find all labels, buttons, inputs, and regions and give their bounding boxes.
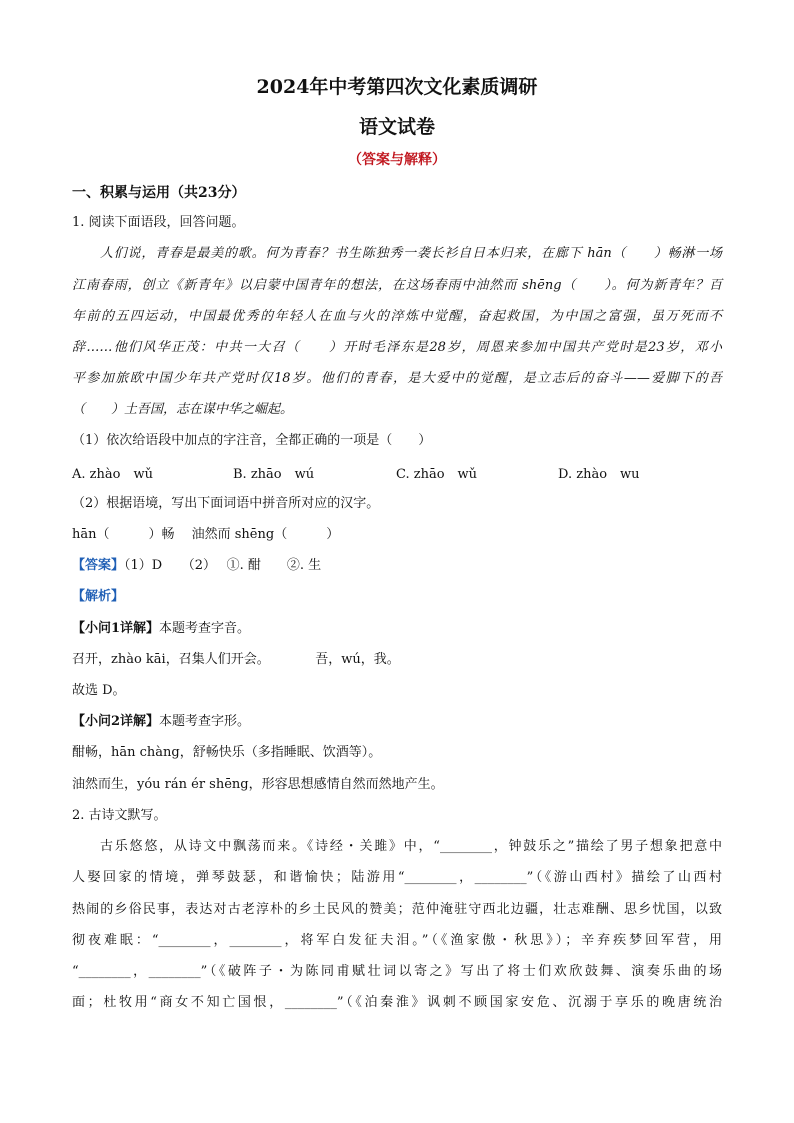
question-2-stem: 2. 古诗文默写。 [72,808,167,823]
passage-line-2: 江南春雨，创立《新青年》以启蒙中国青年的想法，在这场春雨中油然而 shēng（ ）。何为新青年？百 [72,278,722,293]
answer-label: 【答案】 [72,558,125,573]
sub-question-1: （1）依次给语段中加点的字注音，全都正确的一项是（ ） [72,433,432,448]
analysis-label: 【解析】 [72,589,125,604]
answer-line [72,557,321,575]
poem-line-3: 热闹的乡俗民事，表达对古老淳朴的乡土民风的赞美；范仲淹驻守西北边疆，壮志难酬、思乡忧国，以致 [72,902,722,917]
detail-2-text: 本题考查字形。 [159,714,251,729]
answer-text: （1）D （2） ①. 酣 ②. 生 [124,558,322,573]
question-1-stem: 1. 阅读下面语段，回答问题。 [72,215,245,230]
passage-line-1: 人们说，青春是最美的歌。何为青春？书生陈独秀一袭长衫自日本归来，在廊下 hān（ ）畅淋一场 [100,246,722,261]
poem-line-1: 古乐悠悠，从诗文中飘荡而来。《诗经・关雎》中，“________，钟鼓乐之”描绘了男子想象把意中 [100,839,722,854]
passage-line-6: （ ）土吾国，志在谋中华之崛起。 [72,402,294,417]
section-heading: 一、积累与运用（共23分） [72,185,246,201]
detail-2-heading [72,713,250,731]
option-a: A. zhào wǔ [72,467,153,482]
detail-2-line-1: 酣畅，hān chàng，舒畅快乐（多指睡眠、饮酒等）。 [72,745,382,760]
detail-2-label: 【小问2详解】 [72,714,160,729]
detail-1-label: 【小问1详解】 [72,621,160,636]
poem-line-4: 彻夜难眠：“________，________，将军白发征夫泪。”（《渔家傲・秋思》）；辛弃疾梦回军营，用 [72,933,722,948]
detail-1-heading [72,620,250,638]
option-b: B. zhāo wú [233,467,315,482]
detail-1-text: 本题考查字音。 [159,621,251,636]
detail-1-line-2: 故选 D。 [72,683,126,698]
answer-note: （答案与解释） [348,152,446,168]
sub-question-2: （2）根据语境，写出下面词语中拼音所对应的汉字。 [72,496,380,511]
exam-title: 2024年中考第四次文化素质调研 [256,76,538,98]
passage-line-4: 辞……他们风华正茂：中共一大召（ ）开时毛泽东是28岁，周恩来参加中国共产党时是23岁，邓小 [72,340,722,355]
passage-line-3: 年前的五四运动，中国最优秀的年轻人在血与火的淬炼中觉醒，奋起救国，为中国之富强，虽万死而不 [72,309,722,324]
poem-line-5: “________，________”（《破阵子・为陈同甫赋壮词以寄之》写出了将士们欢欣鼓舞、演奏乐曲的场 [72,964,722,979]
detail-1-line-1: 召开，zhào kāi，召集人们开会。 吾，wú，我。 [72,652,400,667]
poem-line-6: 面；杜牧用“商女不知亡国恨，________”（《泊秦淮》讽刺不顾国家安危、沉溺于享乐的晚唐统治 [72,995,722,1010]
poem-line-2: 人娶回家的情境，弹琴鼓瑟，和谐愉快；陆游用“________，________”（《游山西村》描绘了山西村 [72,870,722,885]
fill-blank-line: hān（ ）畅 油然而 shēng（ ） [72,527,340,542]
option-d: D. zhào wu [558,467,640,482]
option-c: C. zhāo wǔ [396,467,478,482]
passage-line-5: 平参加旅欧中国少年共产党时仅18岁。他们的青春，是大爱中的觉醒，是立志后的奋斗——爱脚下的吾 [72,371,722,386]
detail-2-line-2: 油然而生，yóu rán ér shēng，形容思想感情自然而然地产生。 [72,777,444,792]
exam-subtitle: 语文试卷 [358,116,435,138]
